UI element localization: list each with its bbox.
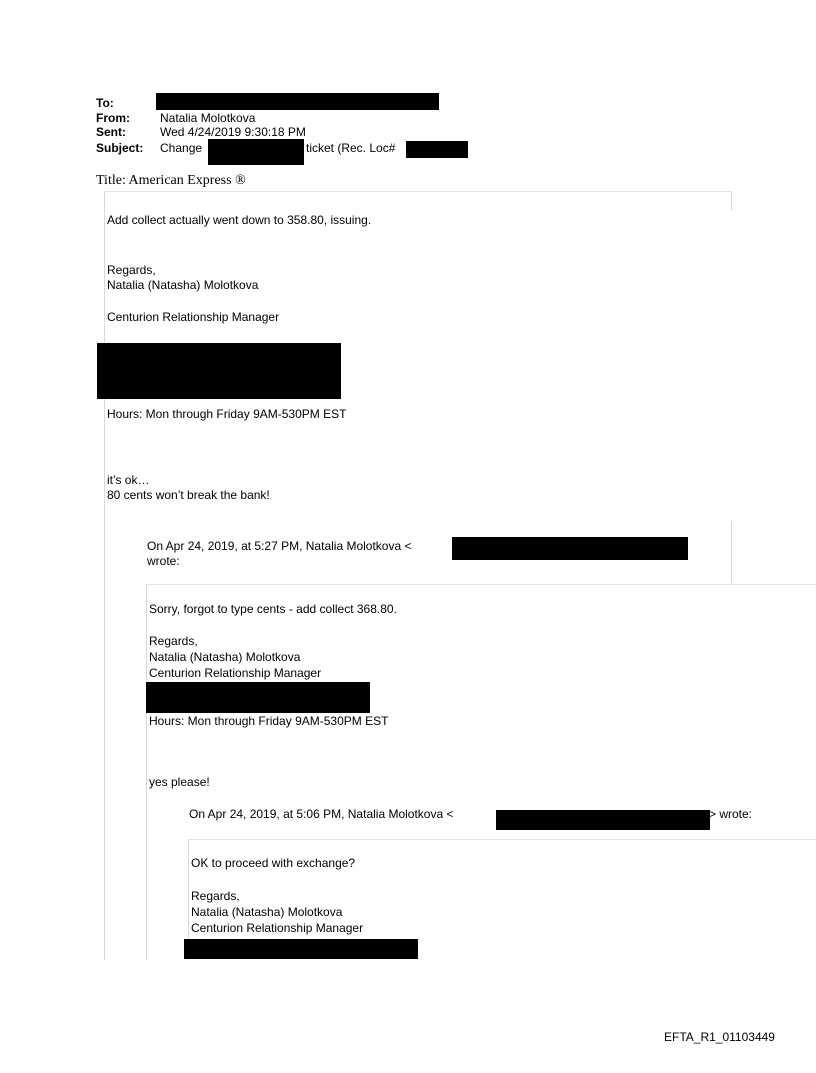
outer-frame-left — [104, 191, 105, 960]
from-value: Natalia Molotkova — [160, 111, 256, 125]
outer-frame-right-top — [731, 191, 732, 211]
to-label: To: — [96, 96, 114, 110]
document-id: EFTA_R1_01103449 — [664, 1030, 775, 1044]
quote2-wrote: > wrote: — [709, 807, 753, 821]
redacted-email-1 — [452, 537, 688, 560]
reply1-line2: 80 cents won’t break the bank! — [107, 488, 270, 502]
message1-role: Centurion Relationship Manager — [107, 310, 280, 324]
subject-part1: Change — [160, 141, 203, 155]
subject-label: Subject: — [96, 141, 144, 155]
title-line: Title: American Express ® — [96, 173, 246, 188]
redacted-signature-block — [97, 343, 341, 399]
quote1-line1: Sorry, forgot to type cents - add collect 368.80. — [149, 602, 397, 616]
message1-regards: Regards, — [107, 263, 156, 277]
quote1-hours: Hours: Mon through Friday 9AM-530PM EST — [149, 714, 389, 728]
sent-value: Wed 4/24/2019 9:30:18 PM — [160, 125, 306, 139]
quote1-name: Natalia (Natasha) Molotkova — [149, 650, 301, 664]
redacted-email-2 — [496, 810, 710, 830]
quote2-role: Centurion Relationship Manager — [191, 921, 364, 935]
redacted-signature-block-3 — [184, 939, 418, 959]
quote1-regards: Regards, — [149, 634, 198, 648]
quote2-attribution: On Apr 24, 2019, at 5:06 PM, Natalia Molotkova < — [189, 807, 454, 821]
from-label: From: — [96, 111, 130, 125]
redacted-signature-block-2 — [146, 682, 370, 713]
message1-line1: Add collect actually went down to 358.80, issuing. — [107, 213, 372, 227]
quote1-role: Centurion Relationship Manager — [149, 666, 322, 680]
redacted-subject — [208, 139, 304, 165]
quote1-wrote: wrote: — [147, 554, 180, 568]
sent-label: Sent: — [96, 125, 126, 139]
message1-hours: Hours: Mon through Friday 9AM-530PM EST — [107, 407, 347, 421]
reply1-line1: it’s ok… — [107, 473, 150, 487]
redacted-to — [156, 93, 439, 110]
quote1-frame-left — [146, 584, 147, 960]
message1-name: Natalia (Natasha) Molotkova — [107, 278, 259, 292]
reply2-line1: yes please! — [149, 775, 210, 789]
redacted-record-locator — [406, 141, 468, 158]
quote1-attribution: On Apr 24, 2019, at 5:27 PM, Natalia Molotkova < — [147, 539, 412, 553]
quote1-frame-top — [146, 584, 816, 585]
quote2-regards: Regards, — [191, 889, 240, 903]
quote1-frame-right — [731, 521, 732, 583]
outer-frame-top — [104, 191, 732, 192]
quote2-frame-top — [188, 839, 816, 840]
quote2-name: Natalia (Natasha) Molotkova — [191, 905, 343, 919]
quote2-line1: OK to proceed with exchange? — [191, 856, 356, 870]
subject-part2: ticket (Rec. Loc# — [306, 141, 396, 155]
